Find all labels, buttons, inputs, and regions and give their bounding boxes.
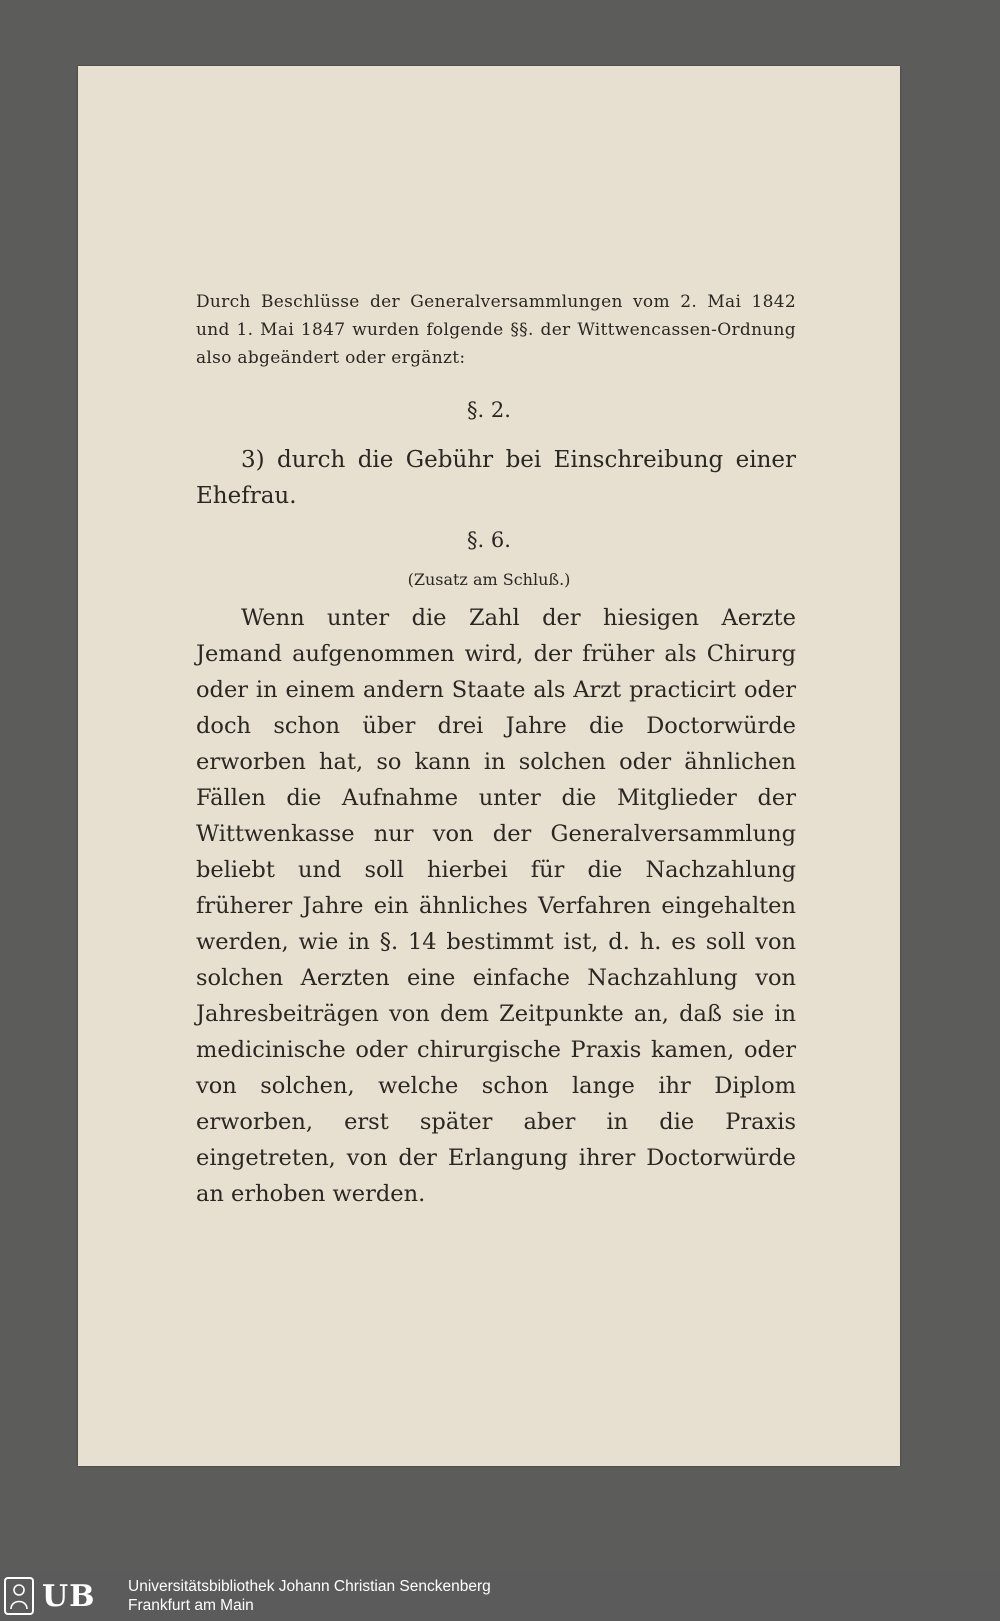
intro-paragraph: Durch Beschlüsse der Generalversammlungen vom 2. Mai 1842 und 1. Mai 1847 wurden folgende §§. der Wittwencassen-Ordnung also abgeändert oder ergänzt: (196, 292, 796, 368)
institution-name: Universitätsbibliothek Johann Christian Senckenberg (128, 1578, 491, 1595)
section-2-text: 3) durch die Gebühr bei Einschreibung einer Ehefrau. (196, 447, 796, 509)
section-6-body (196, 600, 796, 1212)
library-footer (0, 1571, 1000, 1621)
library-logo (4, 1574, 116, 1618)
logo-text: UB (42, 1578, 96, 1614)
document-page (78, 66, 900, 1466)
institution-city: Frankfurt am Main (128, 1597, 254, 1614)
library-emblem-icon (4, 1577, 34, 1615)
section-2-heading: §. 2. (467, 398, 511, 422)
footer-text (128, 1577, 491, 1615)
section-6-text: Wenn unter die Zahl der hiesigen Aerzte Jemand aufgenommen wird, der früher als Chirurg oder in einem andern Staate als Arzt practicirt oder doch schon über drei Jahre die Doctorwürde erworben hat, so kann in solchen oder ähnlichen Fällen die Aufnahme unter die Mitglieder der Wittwenkasse nur von der Generalversammlung beliebt und soll hierbei für die Nachzahlung früherer Jahre ein ähnliches Verfahren eingehalten werden, wie in §. 14 bestimmt ist, d. h. es soll von solchen Aerzten eine einfache Nachzahlung von Jahresbeiträgen von dem Zeitpunkte an, daß sie in medicinische oder chirurgische Praxis kamen, oder von solchen, welche schon lange ihr Diplom erworben, erst später aber in die Praxis eingetreten, von der Erlangung ihrer Doctorwürde an erhoben werden. (196, 605, 796, 1207)
section-6-heading: §. 6. (467, 528, 511, 552)
section-6-subheading: (Zusatz am Schluß.) (407, 570, 571, 589)
section-2-body (196, 442, 796, 514)
